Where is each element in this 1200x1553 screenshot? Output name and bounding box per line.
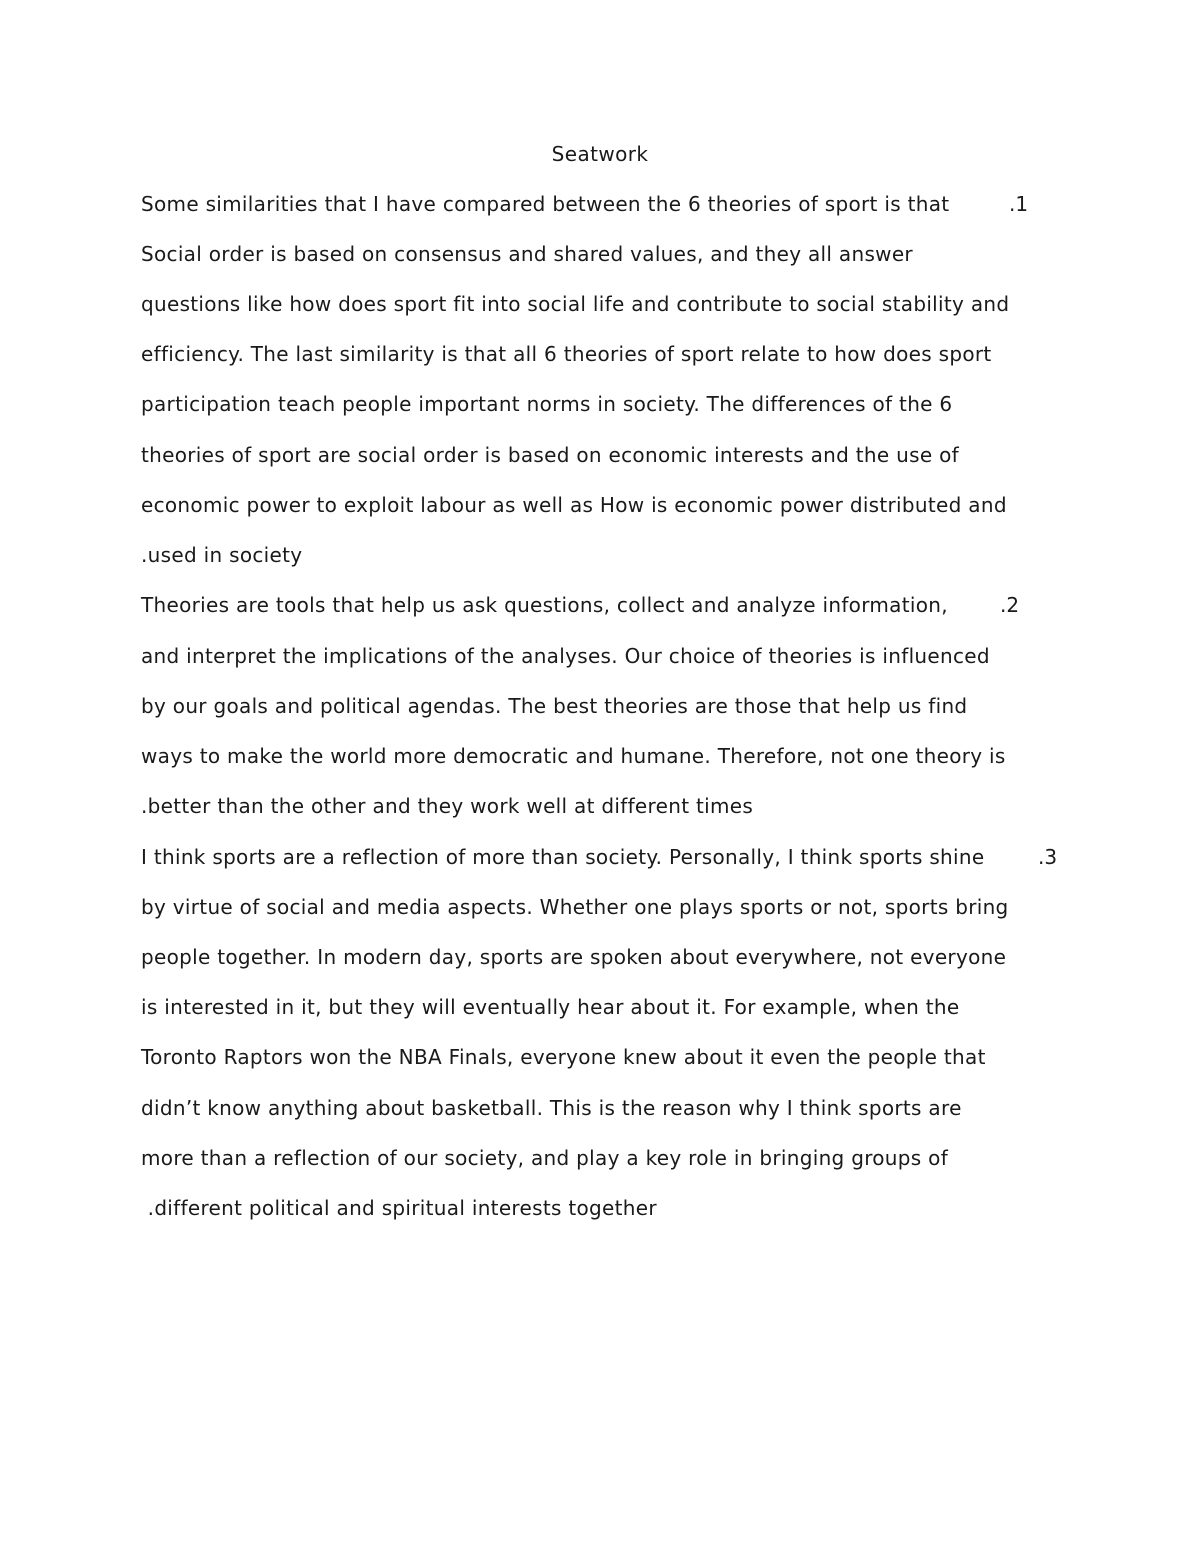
paragraph-2-line-2: and interpret the implications of the analyses. Our choice of theories is influenced bbox=[141, 644, 990, 668]
paragraph-3-line-5: Toronto Raptors won the NBA Finals, everyone knew about it even the people that bbox=[141, 1045, 986, 1069]
paragraph-1-line-5: participation teach people important norms in society. The differences of the 6 bbox=[141, 392, 953, 416]
paragraph-3-line-3: people together. In modern day, sports are spoken about everywhere, not everyone bbox=[141, 945, 1007, 969]
paragraph-1-line-1: Some similarities that I have compared between the 6 theories of sport is that bbox=[141, 192, 950, 216]
paragraph-1-line-7: economic power to exploit labour as well as How is economic power distributed and bbox=[141, 493, 1007, 517]
paragraph-1-line-6: theories of sport are social order is based on economic interests and the use of bbox=[141, 443, 959, 467]
paragraph-3-marker: .3 bbox=[1038, 845, 1058, 869]
document-title: Seatwork bbox=[551, 142, 649, 166]
paragraph-3-line-4: is interested in it, but they will eventually hear about it. For example, when the bbox=[141, 995, 960, 1019]
paragraph-2-line-4: ways to make the world more democratic and humane. Therefore, not one theory is bbox=[141, 744, 1006, 768]
paragraph-3-line-2: by virtue of social and media aspects. Whether one plays sports or not, sports bring bbox=[141, 895, 1009, 919]
paragraph-2-marker: .2 bbox=[1000, 593, 1020, 617]
paragraph-1-line-2: Social order is based on consensus and shared values, and they all answer bbox=[141, 242, 913, 266]
paragraph-1-line-4: efficiency. The last similarity is that all 6 theories of sport relate to how does sport bbox=[141, 342, 992, 366]
paragraph-3-line-7: more than a reflection of our society, and play a key role in bringing groups of bbox=[141, 1146, 949, 1170]
paragraph-2-line-5: .better than the other and they work well at different times bbox=[141, 794, 754, 818]
paragraph-2-line-1: Theories are tools that help us ask questions, collect and analyze information, bbox=[141, 593, 948, 617]
paragraph-2-line-3: by our goals and political agendas. The best theories are those that help us find bbox=[141, 694, 968, 718]
paragraph-3-line-6: didn’t know anything about basketball. This is the reason why I think sports are bbox=[141, 1096, 962, 1120]
paragraph-3-line-1: I think sports are a reflection of more than society. Personally, I think sports shine bbox=[141, 845, 985, 869]
paragraph-1-line-3: questions like how does sport fit into social life and contribute to social stability and bbox=[141, 292, 1010, 316]
paragraph-1-line-8: .used in society bbox=[141, 543, 303, 567]
paragraph-1-marker: .1 bbox=[1009, 192, 1029, 216]
paragraph-3-line-8: .different political and spiritual interests together bbox=[141, 1196, 657, 1220]
